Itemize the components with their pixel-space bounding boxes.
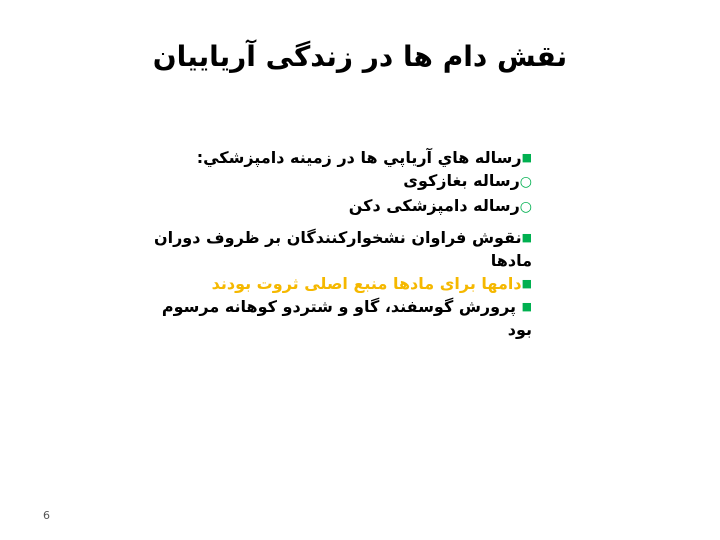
square-bullet-icon: ■	[521, 151, 532, 164]
page-number: 6	[43, 509, 50, 522]
sub-bullet-item	[140, 169, 532, 194]
slide-content	[140, 146, 532, 341]
bullet-text: پرورش گوسفند، گاو و شتردو کوهانه مرسوم بود	[161, 297, 532, 339]
bullet-text: رساله هاي آرياپي ها در زمينه دامپزشکي:	[196, 148, 522, 167]
bullet-item	[140, 226, 532, 272]
bullet-item	[140, 272, 532, 295]
bullet-item	[140, 295, 532, 341]
square-bullet-icon: ■	[521, 300, 532, 313]
slide-title: نقش دام ها در زندگی آریاییان	[152, 40, 568, 73]
circle-bullet-icon: ○	[519, 174, 532, 190]
sub-bullet-item	[140, 194, 532, 219]
bullet-text: نقوش فراوان نشخوارکنندگان بر ظروف دوران مادها	[153, 228, 532, 270]
bullet-text: رساله بغازکوی	[403, 171, 520, 190]
circle-bullet-icon: ○	[519, 199, 532, 215]
square-bullet-icon: ■	[521, 231, 532, 244]
square-bullet-icon: ■	[521, 277, 532, 290]
bullet-item	[140, 146, 532, 169]
highlighted-bullet-text: دامها برای مادها منبع اصلی ثروت بودند	[211, 274, 522, 293]
bullet-text: رساله دامپزشکی دکن	[348, 196, 520, 215]
